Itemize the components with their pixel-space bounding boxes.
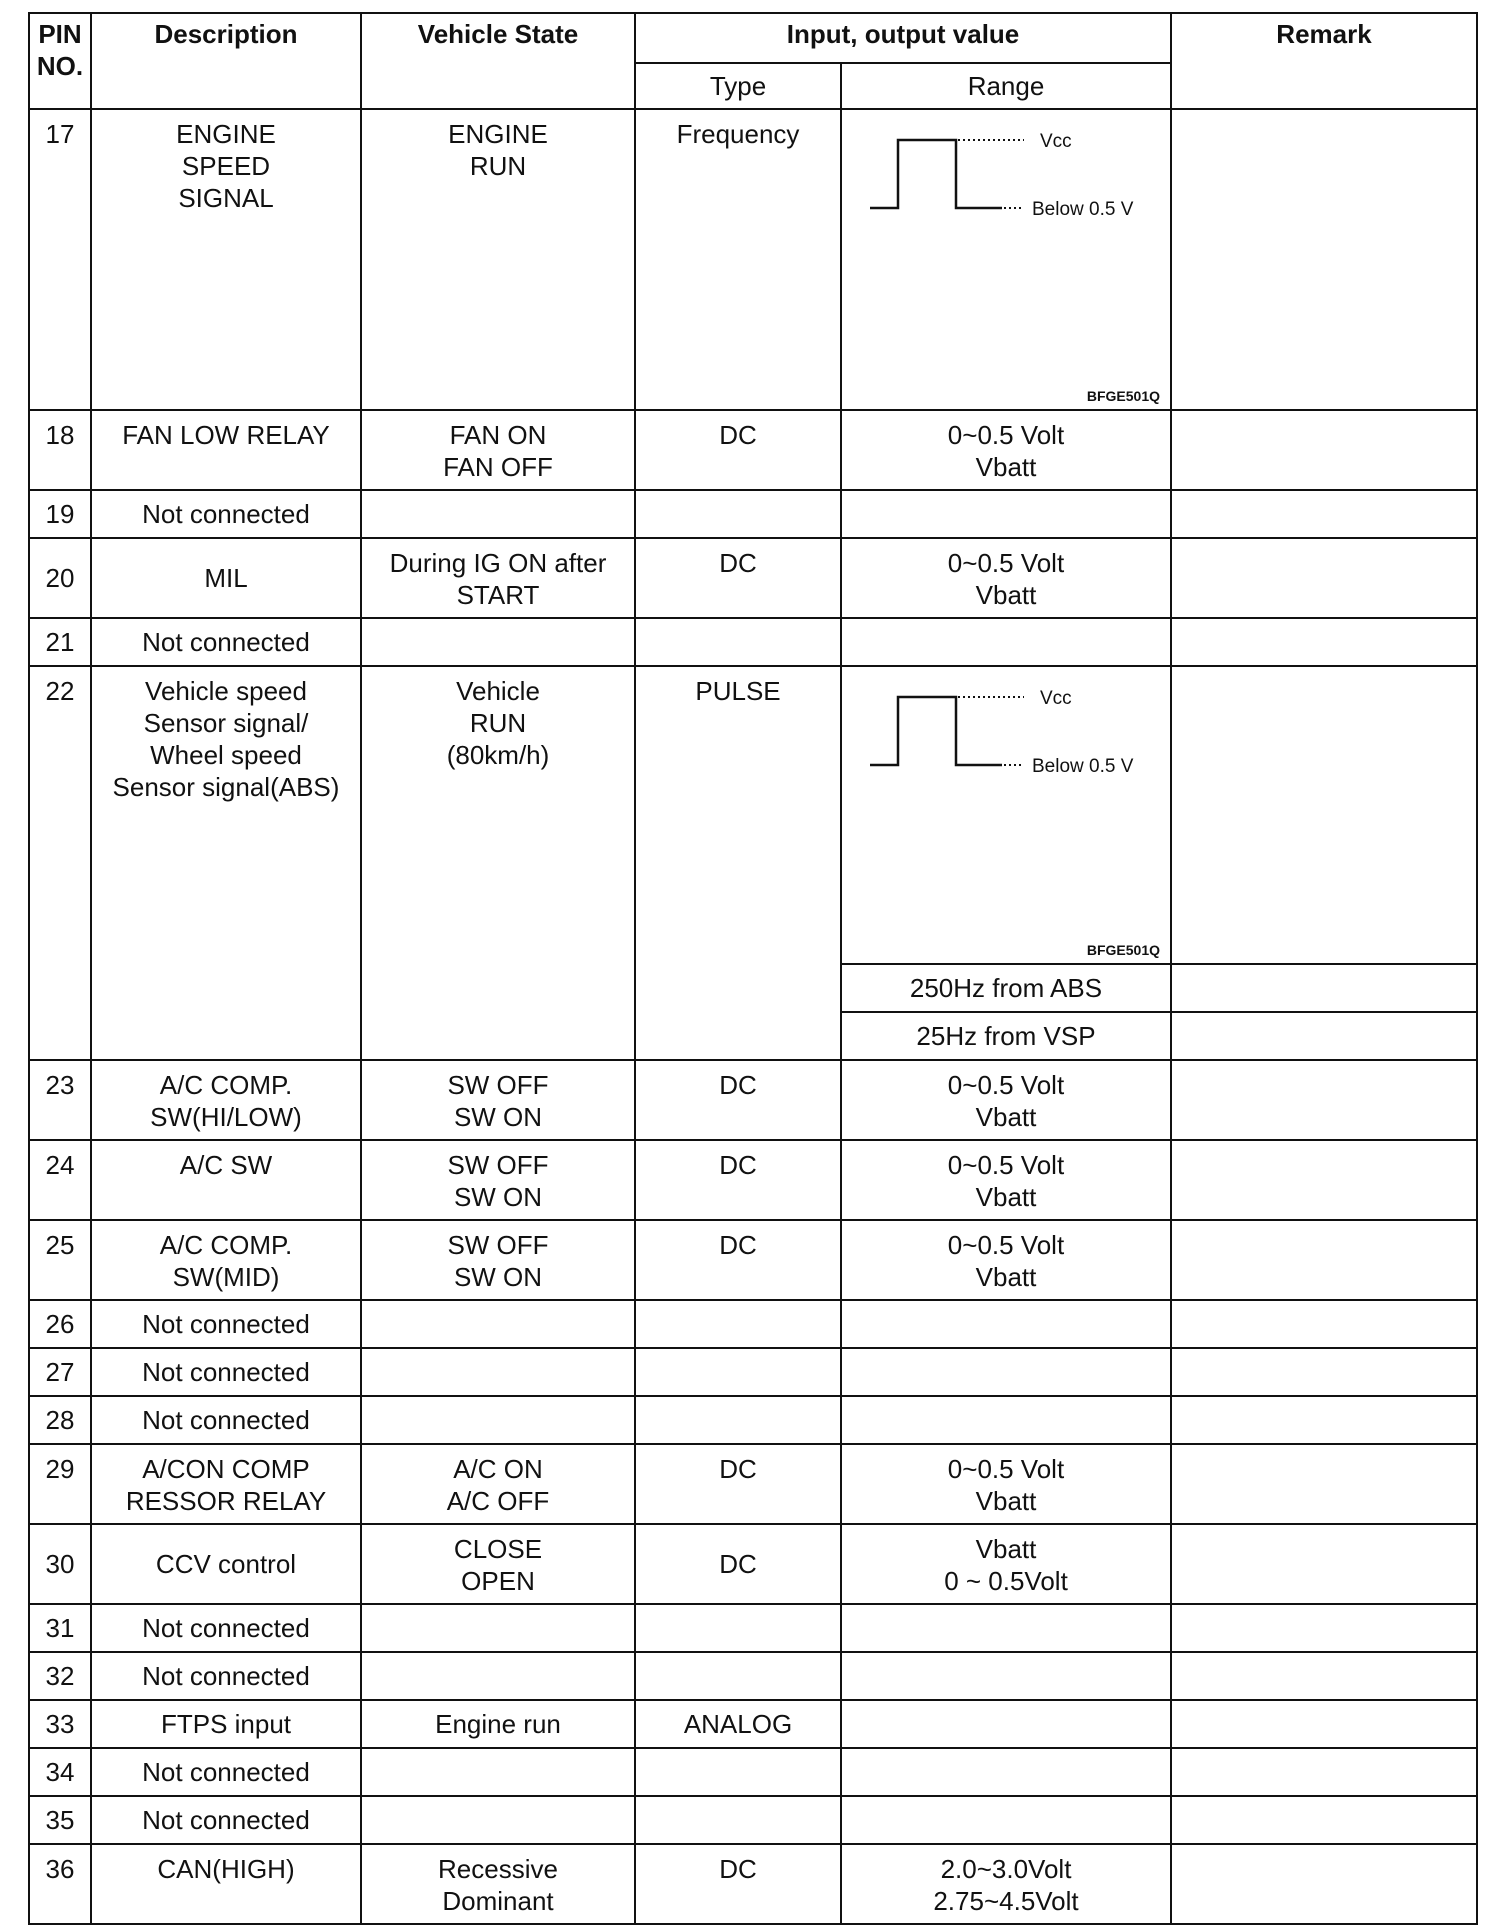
state-line: RUN [469, 151, 527, 181]
description-line: SW(MID) [172, 1262, 280, 1292]
range-cell [841, 538, 1171, 618]
vehicle-state-cell [361, 1348, 635, 1396]
description-line: SPEED [181, 151, 271, 181]
vehicle-state-cell [361, 1748, 635, 1796]
type-cell: DC [635, 1444, 841, 1524]
pin-number: 20 [29, 538, 91, 618]
vehicle-state-cell: Engine run [361, 1700, 635, 1748]
table-row [29, 1700, 1477, 1748]
remark-cell [1171, 1220, 1477, 1300]
state-line: START [456, 580, 540, 610]
description-cell [91, 410, 361, 490]
remark-cell [1171, 1396, 1477, 1444]
remark-cell [1171, 1796, 1477, 1844]
pin-number: 28 [29, 1396, 91, 1444]
description-cell: CCV control [91, 1524, 361, 1604]
range-line: Vbatt [975, 580, 1037, 610]
type-cell: DC [635, 1524, 841, 1604]
type-cell: DC [635, 538, 841, 618]
range-cell [841, 1444, 1171, 1524]
header-pin-label: PIN [38, 19, 82, 49]
remark-cell [1171, 1348, 1477, 1396]
type-cell: PULSE [635, 666, 841, 1060]
range-cell [841, 1700, 1171, 1748]
pin-number: 23 [29, 1060, 91, 1140]
range-cell [841, 1748, 1171, 1796]
remark-cell [1171, 618, 1477, 666]
range-line: 2.75~4.5Volt [933, 1886, 1079, 1916]
pin-number: 26 [29, 1300, 91, 1348]
range-cell: 25Hz from VSP [841, 1012, 1171, 1060]
type-cell: DC [635, 410, 841, 490]
remark-cell [1171, 1300, 1477, 1348]
pin-number: 36 [29, 1844, 91, 1924]
range-line: 0~0.5 Volt [947, 548, 1065, 578]
range-cell [841, 1348, 1171, 1396]
range-line: 0~0.5 Volt [947, 1150, 1065, 1180]
type-cell: DC [635, 1060, 841, 1140]
table-row [29, 1652, 1477, 1700]
table-row [29, 666, 1477, 964]
type-cell: DC [635, 1844, 841, 1924]
remark-cell [1171, 1140, 1477, 1220]
waveform-figure [842, 667, 1170, 963]
description-line: A/C COMP. [159, 1230, 293, 1260]
description-line: Vehicle speed [145, 676, 307, 706]
table-row [29, 490, 1477, 538]
header-io-value: Input, output value [635, 13, 1171, 63]
remark-cell [1171, 538, 1477, 618]
square-wave-diagram [842, 667, 1172, 777]
type-cell [635, 490, 841, 538]
vehicle-state-cell [361, 1140, 635, 1220]
type-cell: ANALOG [635, 1700, 841, 1748]
state-line: A/C OFF [446, 1486, 550, 1516]
state-line: FAN ON [449, 420, 547, 450]
remark-cell [1171, 1060, 1477, 1140]
table-row [29, 109, 1477, 410]
pin-number: 22 [29, 666, 91, 1060]
range-line: 0~0.5 Volt [947, 420, 1065, 450]
description-line: FAN LOW RELAY [122, 420, 330, 450]
description-cell: MIL [91, 538, 361, 618]
range-cell [841, 618, 1171, 666]
state-line: SW ON [453, 1182, 543, 1212]
pin-number: 27 [29, 1348, 91, 1396]
state-line: During IG ON after [389, 548, 607, 578]
pin-number: 34 [29, 1748, 91, 1796]
description-line: A/C COMP. [159, 1070, 293, 1100]
vehicle-state-cell [361, 1396, 635, 1444]
range-cell [841, 1604, 1171, 1652]
state-line: SW OFF [447, 1070, 549, 1100]
type-cell: DC [635, 1220, 841, 1300]
pin-number: 18 [29, 410, 91, 490]
table-row [29, 618, 1477, 666]
header-description: Description [91, 13, 361, 109]
pin-number: 17 [29, 109, 91, 410]
range-line: Vbatt [975, 452, 1037, 482]
vehicle-state-cell [361, 1444, 635, 1524]
type-cell: DC [635, 1140, 841, 1220]
description-cell [91, 666, 361, 1060]
pin-number: 33 [29, 1700, 91, 1748]
description-cell: Not connected [91, 1396, 361, 1444]
square-wave-path [870, 697, 1002, 765]
square-wave-diagram [842, 110, 1172, 220]
header-range: Range [841, 63, 1171, 109]
state-line: A/C ON [453, 1454, 543, 1484]
range-waveform-cell [841, 109, 1171, 410]
state-line: FAN OFF [443, 452, 553, 482]
type-cell [635, 1348, 841, 1396]
description-cell: Not connected [91, 1300, 361, 1348]
description-line: A/C SW [179, 1150, 273, 1180]
state-line: Recessive [438, 1854, 558, 1884]
state-line: RUN [469, 708, 527, 738]
range-line: 0~0.5 Volt [947, 1230, 1065, 1260]
pin-number: 32 [29, 1652, 91, 1700]
type-cell [635, 1796, 841, 1844]
description-cell: Not connected [91, 490, 361, 538]
pin-number: 30 [29, 1524, 91, 1604]
range-cell [841, 1300, 1171, 1348]
table-row [29, 1796, 1477, 1844]
vehicle-state-cell [361, 1060, 635, 1140]
waveform-figure [842, 110, 1170, 409]
type-cell [635, 1652, 841, 1700]
range-cell [841, 1524, 1171, 1604]
description-line: SW(HI/LOW) [150, 1102, 302, 1132]
high-level-label: Vcc [1040, 131, 1072, 152]
vehicle-state-cell [361, 1796, 635, 1844]
square-wave-path [870, 140, 1002, 208]
vehicle-state-cell [361, 1300, 635, 1348]
remark-cell [1171, 1604, 1477, 1652]
low-level-label: Below 0.5 V [1032, 756, 1134, 777]
description-line: SIGNAL [178, 183, 274, 213]
pin-number: 24 [29, 1140, 91, 1220]
header-remark: Remark [1171, 13, 1477, 109]
description-cell: Not connected [91, 1652, 361, 1700]
range-cell [841, 490, 1171, 538]
pin-number: 31 [29, 1604, 91, 1652]
description-cell [91, 1060, 361, 1140]
table-row [29, 1444, 1477, 1524]
remark-cell [1171, 1012, 1477, 1060]
state-line: SW ON [453, 1262, 543, 1292]
table-row [29, 538, 1477, 618]
pin-number: 35 [29, 1796, 91, 1844]
pin-number: 25 [29, 1220, 91, 1300]
description-line: A/CON COMP [142, 1454, 310, 1484]
state-line: SW OFF [447, 1230, 549, 1260]
pin-number: 29 [29, 1444, 91, 1524]
range-cell [841, 1796, 1171, 1844]
state-line: SW ON [453, 1102, 543, 1132]
remark-cell [1171, 109, 1477, 410]
type-cell [635, 1396, 841, 1444]
vehicle-state-cell [361, 490, 635, 538]
range-cell [841, 1220, 1171, 1300]
state-line: CLOSE [453, 1534, 543, 1564]
remark-cell [1171, 666, 1477, 964]
table-row [29, 1060, 1477, 1140]
remark-cell [1171, 1652, 1477, 1700]
table-row [29, 1140, 1477, 1220]
description-line: Sensor signal/ [143, 708, 309, 738]
vehicle-state-cell [361, 1652, 635, 1700]
range-cell: 250Hz from ABS [841, 964, 1171, 1012]
table-row [29, 1396, 1477, 1444]
description-cell: Not connected [91, 1796, 361, 1844]
type-cell [635, 618, 841, 666]
range-cell [841, 1652, 1171, 1700]
range-line: Vbatt [975, 1262, 1037, 1292]
table-row [29, 1604, 1477, 1652]
description-cell: CAN(HIGH) [91, 1844, 361, 1924]
state-line: OPEN [461, 1566, 535, 1596]
description-line: Sensor signal(ABS) [112, 772, 340, 802]
table-row [29, 1524, 1477, 1604]
state-line: Dominant [442, 1886, 554, 1916]
range-waveform-cell [841, 666, 1171, 964]
low-level-label: Below 0.5 V [1032, 199, 1134, 220]
range-cell [841, 1396, 1171, 1444]
range-line: Vbatt [975, 1102, 1037, 1132]
header-row [29, 13, 1477, 63]
vehicle-state-cell [361, 666, 635, 1060]
remark-cell [1171, 1524, 1477, 1604]
table-row [29, 1348, 1477, 1396]
description-cell: Not connected [91, 618, 361, 666]
description-cell: FTPS input [91, 1700, 361, 1748]
type-cell: Frequency [635, 109, 841, 410]
description-cell: Not connected [91, 1348, 361, 1396]
pin-number: 19 [29, 490, 91, 538]
description-cell: Not connected [91, 1604, 361, 1652]
pin-table [28, 12, 1478, 1925]
header-type: Type [635, 63, 841, 109]
description-cell [91, 109, 361, 410]
range-line: Vbatt [975, 1486, 1037, 1516]
figure-code: BFGE501Q [1086, 388, 1160, 404]
remark-cell [1171, 1700, 1477, 1748]
vehicle-state-cell [361, 618, 635, 666]
range-cell [841, 1844, 1171, 1924]
range-cell [841, 1140, 1171, 1220]
remark-cell [1171, 1844, 1477, 1924]
table-row [29, 1748, 1477, 1796]
description-line: ENGINE [176, 119, 276, 149]
high-level-label: Vcc [1040, 688, 1072, 709]
table-row [29, 1300, 1477, 1348]
vehicle-state-cell [361, 538, 635, 618]
state-line: Vehicle [456, 676, 540, 706]
header-no-label: NO. [36, 51, 84, 81]
description-cell [91, 1444, 361, 1524]
vehicle-state-cell [361, 1220, 635, 1300]
range-line: Vbatt [975, 1182, 1037, 1212]
table-row [29, 410, 1477, 490]
range-line: 0 ~ 0.5Volt [944, 1566, 1068, 1596]
remark-cell [1171, 1748, 1477, 1796]
remark-cell [1171, 490, 1477, 538]
header-vehicle-state: Vehicle State [361, 13, 635, 109]
vehicle-state-cell [361, 109, 635, 410]
range-line: 0~0.5 Volt [947, 1070, 1065, 1100]
vehicle-state-cell [361, 410, 635, 490]
header-pin-no [29, 13, 91, 109]
remark-cell [1171, 1444, 1477, 1524]
vehicle-state-cell [361, 1604, 635, 1652]
state-line: (80km/h) [446, 740, 550, 770]
description-line: Wheel speed [150, 740, 302, 770]
description-line: RESSOR RELAY [125, 1486, 327, 1516]
table-row [29, 1844, 1477, 1924]
figure-code: BFGE501Q [1086, 942, 1160, 958]
range-line: 0~0.5 Volt [947, 1454, 1065, 1484]
range-cell [841, 410, 1171, 490]
remark-cell [1171, 410, 1477, 490]
range-line: Vbatt [975, 1534, 1037, 1564]
type-cell [635, 1300, 841, 1348]
state-line: SW OFF [447, 1150, 549, 1180]
remark-cell [1171, 964, 1477, 1012]
type-cell [635, 1748, 841, 1796]
description-cell [91, 1220, 361, 1300]
table-row [29, 1220, 1477, 1300]
description-cell: Not connected [91, 1748, 361, 1796]
state-line: ENGINE [448, 119, 548, 149]
vehicle-state-cell [361, 1524, 635, 1604]
type-cell [635, 1604, 841, 1652]
pin-number: 21 [29, 618, 91, 666]
range-line: 2.0~3.0Volt [940, 1854, 1072, 1884]
range-cell [841, 1060, 1171, 1140]
description-cell [91, 1140, 361, 1220]
vehicle-state-cell [361, 1844, 635, 1924]
